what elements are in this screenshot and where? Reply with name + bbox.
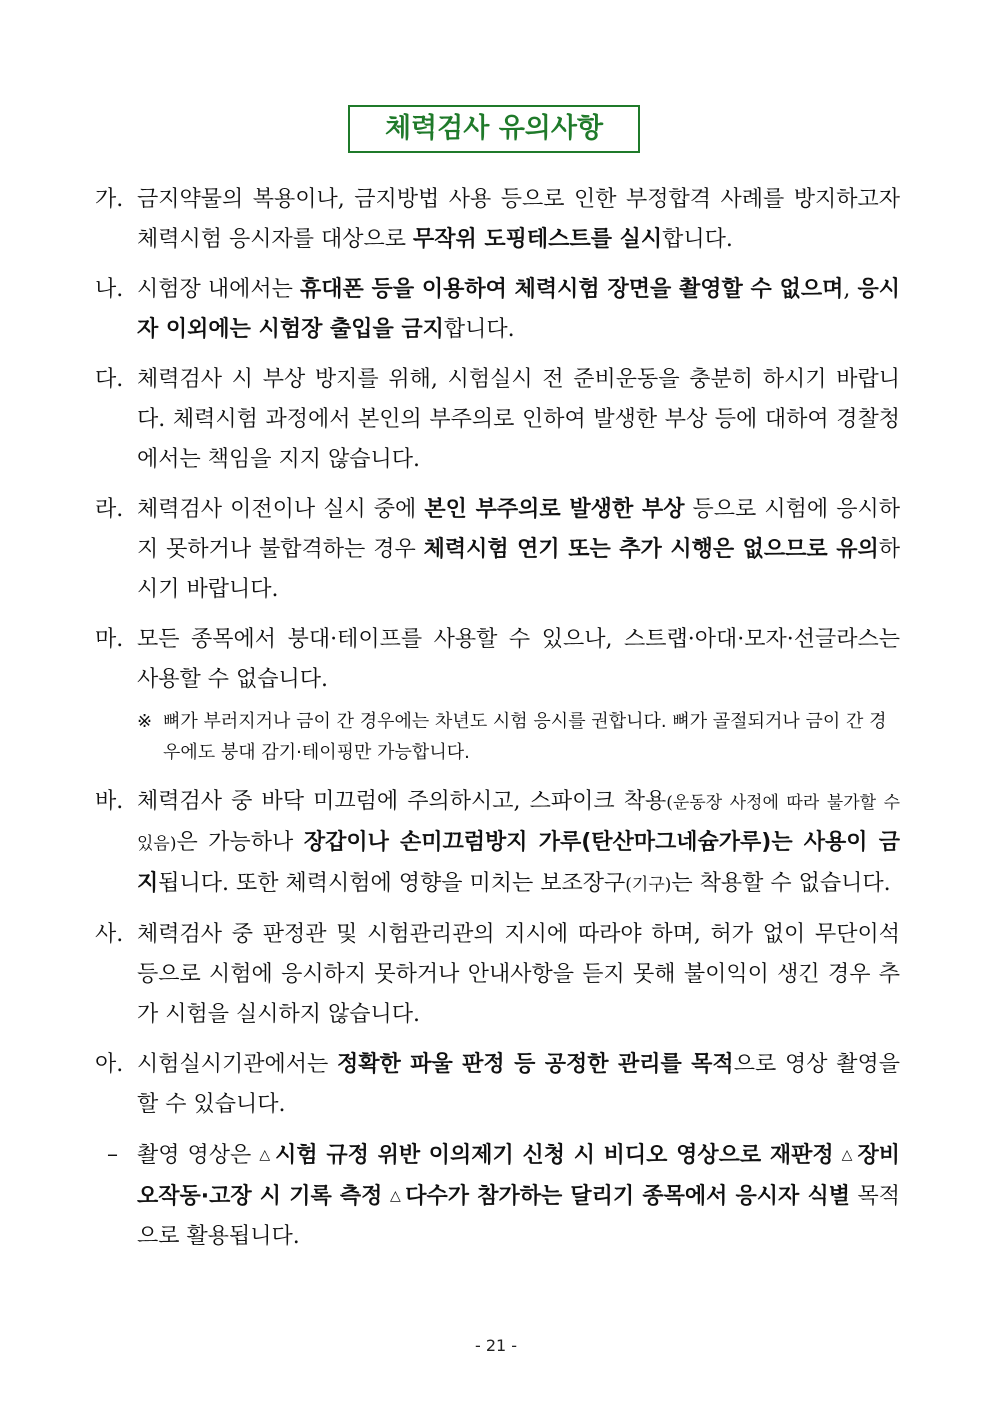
text-run: 은 가능하나 [176,830,304,855]
text-run: 체력검사 이전이나 실시 중에 [137,497,425,522]
text-run: 합니다. [443,317,515,342]
list-item [95,1045,900,1125]
item-text [137,915,900,1035]
triangle-icon: △ [841,1147,854,1163]
text-run: 됩니다. 또한 체력시험에 영향을 미치는 보조장구 [158,871,626,896]
item-text [137,782,900,905]
dash-text [137,1135,900,1257]
bold-text: 체력시험 연기 또는 추가 시행은 없으므로 유의 [423,537,879,562]
title-box [348,105,640,153]
triangle-icon: △ [389,1188,402,1204]
item-label: 가. [95,187,124,212]
bold-text: 시험 규정 위반 이의제기 신청 시 비디오 영상으로 재판정 [275,1143,834,1168]
page-number: - 21 - [474,1336,518,1355]
item-label: 다. [95,367,124,392]
triangle-icon: △ [259,1147,272,1163]
text-run: 체력검사 중 판정관 및 시험관리관의 지시에 따라야 하며, 허가 없이 무단이석 등으로 시험에 응시하지 못하거나 안내사항을 듣지 못해 불이익이 생긴 경우 추가 시험을 실시하지 않습니다. [137,922,900,1027]
text-run: 는 착용할 수 없습니다. [671,871,891,896]
text-run: 합니다. [662,227,733,252]
text-run: 시험장 내에서는 [137,277,301,302]
page-title: 체력검사 유의사항 [384,113,604,144]
item-label: 나. [95,277,124,302]
item-label: 마. [95,627,124,652]
list-item [95,782,900,905]
bold-text: 무작위 도핑테스트를 실시 [413,227,663,252]
item-label: 라. [95,497,124,522]
text-run: 체력검사 시 부상 방지를 위해, 시험실시 전 준비운동을 충분히 하시기 바랍니다. 체력시험 과정에서 본인의 부주의로 인하여 발생한 부상 등에 대하여 경찰청에서는 책임을 지지 않습니다. [137,367,900,472]
text-run [382,1184,390,1209]
item-text [137,270,900,350]
item-text [137,490,900,610]
item-text [137,620,900,700]
bold-text: 장갑이나 손미끄럼방지 가루(탄산마그네슘가루)는 사용이 금지 [137,830,900,896]
text-run: 체력검사 중 바닥 미끄럼에 주의하시고, 스파이크 착용 [137,789,667,814]
item-text [137,1045,900,1125]
text-run: 모든 종목에서 붕대·테이프를 사용할 수 있으나, 스트랩·아대·모자·선글라스는 사용할 수 없습니다. [137,627,900,692]
item-text [137,360,900,480]
bold-text: 다수가 참가하는 달리기 종목에서 응시자 식별 [405,1184,850,1209]
notice-list [95,180,900,1257]
text-run: 으로 영상 촬영을 할 수 있습니다. [137,1052,900,1117]
text-run: , [843,277,858,302]
bold-text: 응시자 이외에는 시험장 출입을 금지 [137,277,900,342]
item-label: 사. [95,922,124,947]
item-text [137,180,900,260]
item-label: 아. [95,1052,124,1077]
text-run: 촬영 영상은 [137,1143,260,1168]
list-item [95,915,900,1035]
bold-text: 장비 오작동·고장 시 기록 측정 [137,1143,900,1209]
list-item [95,360,900,480]
dash-label: – [107,1142,118,1167]
list-item [95,180,900,260]
note [137,706,900,768]
text-run: 시험실시기관에서는 [137,1052,338,1077]
item-label: 바. [95,789,124,814]
text-run: 등으로 시험에 응시하지 못하거나 불합격하는 경우 [137,497,900,562]
text-run: (기구) [625,875,672,895]
text-run: 금지약물의 복용이나, 금지방법 사용 등으로 인한 부정합격 사례를 방지하고자 체력시험 응시자를 대상으로 [137,187,900,252]
dash-item [107,1135,900,1257]
text-run: (운동장 사정에 따라 불가할 수 있음) [137,793,901,854]
bold-text: 본인 부주의로 발생한 부상 [424,497,685,522]
note-mark: ※ [137,711,153,732]
note-text: 뼈가 부러지거나 금이 간 경우에는 차년도 시험 응시를 권합니다. 뼈가 골절되거나 금이 간 경우에도 붕대 감기·테이핑만 가능합니다. [163,711,887,763]
bold-text: 휴대폰 등을 이용하여 체력시험 장면을 촬영할 수 없으며 [300,277,844,302]
text-run: 하시기 바랍니다. [137,537,900,602]
text-run [834,1143,842,1168]
text-run: 목적으로 활용됩니다. [137,1184,901,1249]
bold-text: 정확한 파울 판정 등 공정한 관리를 목적 [337,1052,734,1077]
list-item [95,490,900,610]
list-item [95,270,900,350]
list-item [95,620,900,700]
